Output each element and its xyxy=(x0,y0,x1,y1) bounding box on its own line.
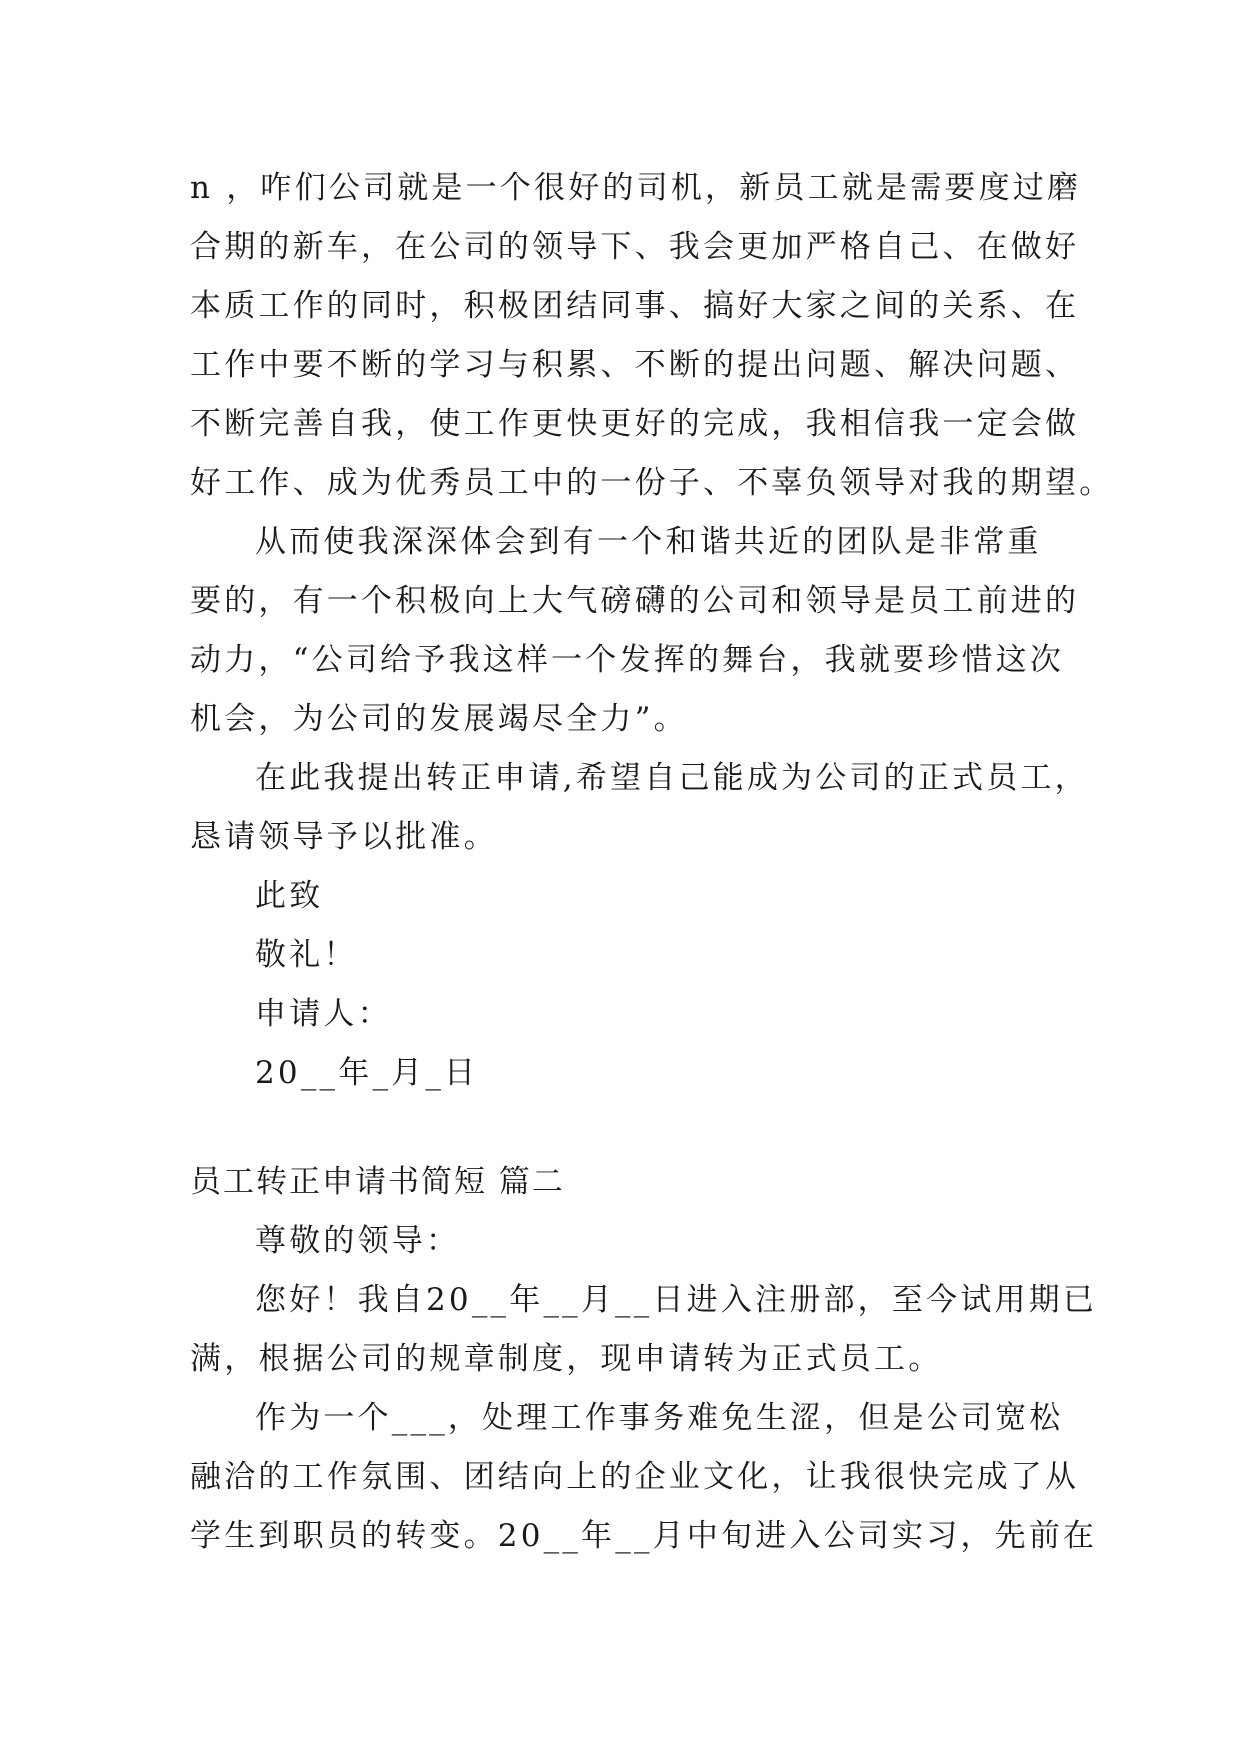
text-line: 作为一个___，处理工作事务难免生涩，但是公司宽松 xyxy=(255,1400,1064,1436)
section-heading: 员工转正申请书简短 篇二 xyxy=(190,1164,565,1200)
text-line: 学生到职员的转变。20__年__月中旬进入公司实习，先前在 xyxy=(190,1518,1098,1554)
date-line: 20__年_月_日 xyxy=(255,1055,479,1091)
text-line: 要的，有一个积极向上大气磅礴的公司和领导是员工前进的 xyxy=(190,583,1080,619)
text-line: 好工作、成为优秀员工中的一份子、不辜负领导对我的期望。 xyxy=(190,465,1114,501)
text-line: 满，根据公司的规章制度，现申请转为正式员工。 xyxy=(190,1341,943,1377)
text-line: 动力，“公司给予我这样一个发挥的舞台，我就要珍惜这次 xyxy=(190,642,1065,678)
text-line: 恳请领导予以批准。 xyxy=(190,819,498,855)
text-line: 在此我提出转正申请,希望自己能成为公司的正式员工， xyxy=(255,760,1089,796)
greeting: 尊敬的领导： xyxy=(255,1223,461,1259)
text-line: 机会，为公司的发展竭尽全力”。 xyxy=(190,701,688,737)
text-line: 不断完善自我，使工作更快更好的完成，我相信我一定会做 xyxy=(190,406,1080,442)
text-line: 融洽的工作氛围、团结向上的企业文化，让我很快完成了从 xyxy=(190,1459,1080,1495)
applicant-label: 申请人： xyxy=(255,996,392,1032)
text-line: 工作中要不断的学习与积累、不断的提出问题、解决问题、 xyxy=(190,347,1080,383)
closing-regards: 敬礼！ xyxy=(255,937,358,973)
text-line: n ，咋们公司就是一个很好的司机，新员工就是需要度过磨 xyxy=(190,170,1082,206)
text-line: 从而使我深深体会到有一个和谐共近的团队是非常重 xyxy=(255,524,1042,560)
text-line: 本质工作的同时，积极团结同事、搞好大家之间的关系、在 xyxy=(190,288,1080,324)
closing-salutation: 此致 xyxy=(255,878,324,914)
text-line: 合期的新车，在公司的领导下、我会更加严格自己、在做好 xyxy=(190,229,1080,265)
text-line: 您好！我自20__年__月__日进入注册部，至今试用期已 xyxy=(255,1282,1098,1318)
